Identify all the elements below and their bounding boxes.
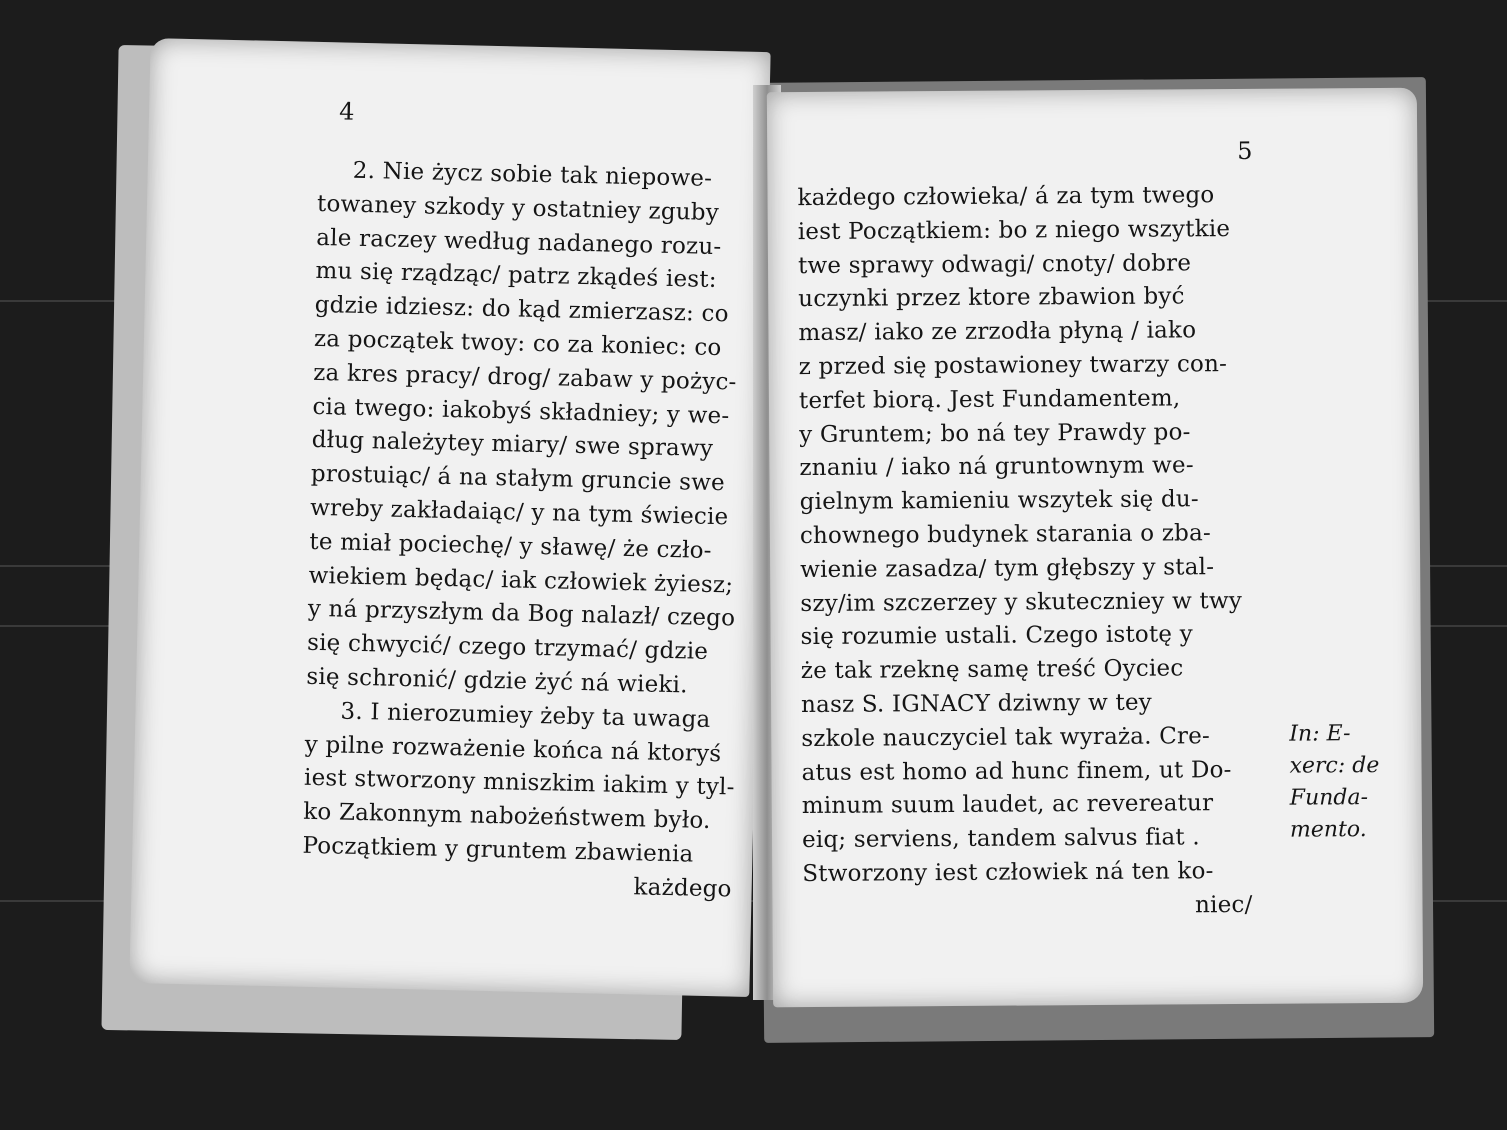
margin-note-line: mento. — [1289, 817, 1367, 843]
catchword: niec/ — [1194, 891, 1253, 919]
text-line: cia twego: iakobyś składniey; y we- — [312, 393, 730, 429]
text-line: y Gruntem; bo ná tey Prawdy po- — [799, 418, 1191, 448]
text-line: eiq; serviens, tandem salvus fiat . — [801, 824, 1200, 854]
text-line: 3. I nierozumiey żeby ta uwaga — [340, 698, 711, 733]
page-number: 4 — [338, 97, 355, 126]
text-line: terfet biorą. Jest Fundamentem, — [798, 385, 1181, 414]
text-line: nasz S. IGNACY dziwny w tey — [801, 689, 1153, 719]
text-line: iest Początkiem: bo z niego wszytkie — [797, 215, 1231, 245]
text-line: się schronić/ gdzie żyć ná wieki. — [306, 663, 688, 699]
left-page — [129, 38, 770, 997]
text-line: y pilne rozważenie końca ná ktoryś — [304, 731, 722, 767]
text-line: szkole nauczyciel tak wyraża. Cre- — [801, 722, 1211, 752]
text-line: mu się rządząc/ patrz zkądeś iest: — [315, 258, 717, 294]
margin-note-line: xerc: de — [1289, 753, 1380, 779]
text-line: wiekiem będąc/ iak człowiek żyiesz; — [308, 562, 734, 599]
text-line: za początek twoy: co za koniec: co — [313, 325, 722, 362]
text-line: iest stworzony mniszkim iakim y tyl- — [303, 765, 735, 801]
text-line: prostuiąc/ á na stałym gruncie swe — [310, 461, 726, 497]
text-line: uczynki przez ktore zbawion być — [798, 283, 1185, 313]
text-line: Początkiem y gruntem zbawienia — [302, 832, 694, 868]
text-line: z przed się postawioney twarzy con- — [798, 351, 1228, 381]
margin-note — [1289, 718, 1410, 847]
text-line: wienie zasadza/ tym głębszy y stal- — [800, 553, 1215, 583]
text-line: się rozumie ustali. Czego istotę y — [800, 621, 1193, 651]
text-line: szy/im szczerzey y skuteczniey w twy — [800, 587, 1243, 617]
text-line: te miał pociechę/ y sławę/ że czło- — [309, 528, 712, 564]
page-number: 5 — [1237, 136, 1253, 165]
text-line: znaniu / iako ná gruntownym we- — [799, 452, 1194, 482]
text-line: wreby zakładaiąc/ y na tym świecie — [309, 494, 729, 531]
text-line: że tak rzeknę samę treść Oyciec — [800, 655, 1184, 685]
text-line: dług należytey miary/ swe sprawy — [311, 427, 714, 463]
text-line: twe sprawy odwagi/ cnoty/ dobre — [797, 249, 1192, 279]
text-line: ko Zakonnym nabożeństwem było. — [302, 798, 711, 835]
text-line: chownego budynek starania o zba- — [799, 520, 1211, 550]
text-line: towaney szkody y ostatniey zguby — [316, 190, 720, 226]
catchword: każdego — [633, 873, 732, 903]
text-line: y ná przyszłym da Bog nalazł/ czego — [307, 596, 736, 632]
text-line: masz/ iako ze zrzodła płyną / iako — [798, 317, 1197, 347]
left-page-text — [301, 154, 748, 907]
text-line: każdego człowieka/ á za tym twego — [797, 182, 1215, 212]
margin-note-line: Funda- — [1289, 785, 1369, 811]
text-line: Stworzony iest człowiek ná ten ko- — [802, 858, 1214, 887]
margin-note-line: In: E- — [1289, 721, 1351, 747]
open-book — [70, 40, 1440, 1040]
text-line: 2. Nie życz sobie tak niepowe- — [352, 157, 713, 192]
text-line: za kres pracy/ drog/ zabaw y pożyc- — [312, 359, 737, 396]
text-line: się chwycić/ czego trzymać/ gdzie — [306, 629, 709, 666]
text-line: gielnym kamieniu wszytek się du- — [799, 486, 1199, 516]
right-page-text — [797, 179, 1252, 926]
right-page — [767, 88, 1423, 1008]
text-line: ale raczey według nadanego rozu- — [316, 224, 722, 260]
text-line: minum suum laudet, ac revereatur — [801, 790, 1214, 820]
text-line: atus est homo ad hunc finem, ut Do- — [801, 756, 1232, 786]
text-line: gdzie idziesz: do kąd zmierzasz: co — [314, 292, 729, 328]
